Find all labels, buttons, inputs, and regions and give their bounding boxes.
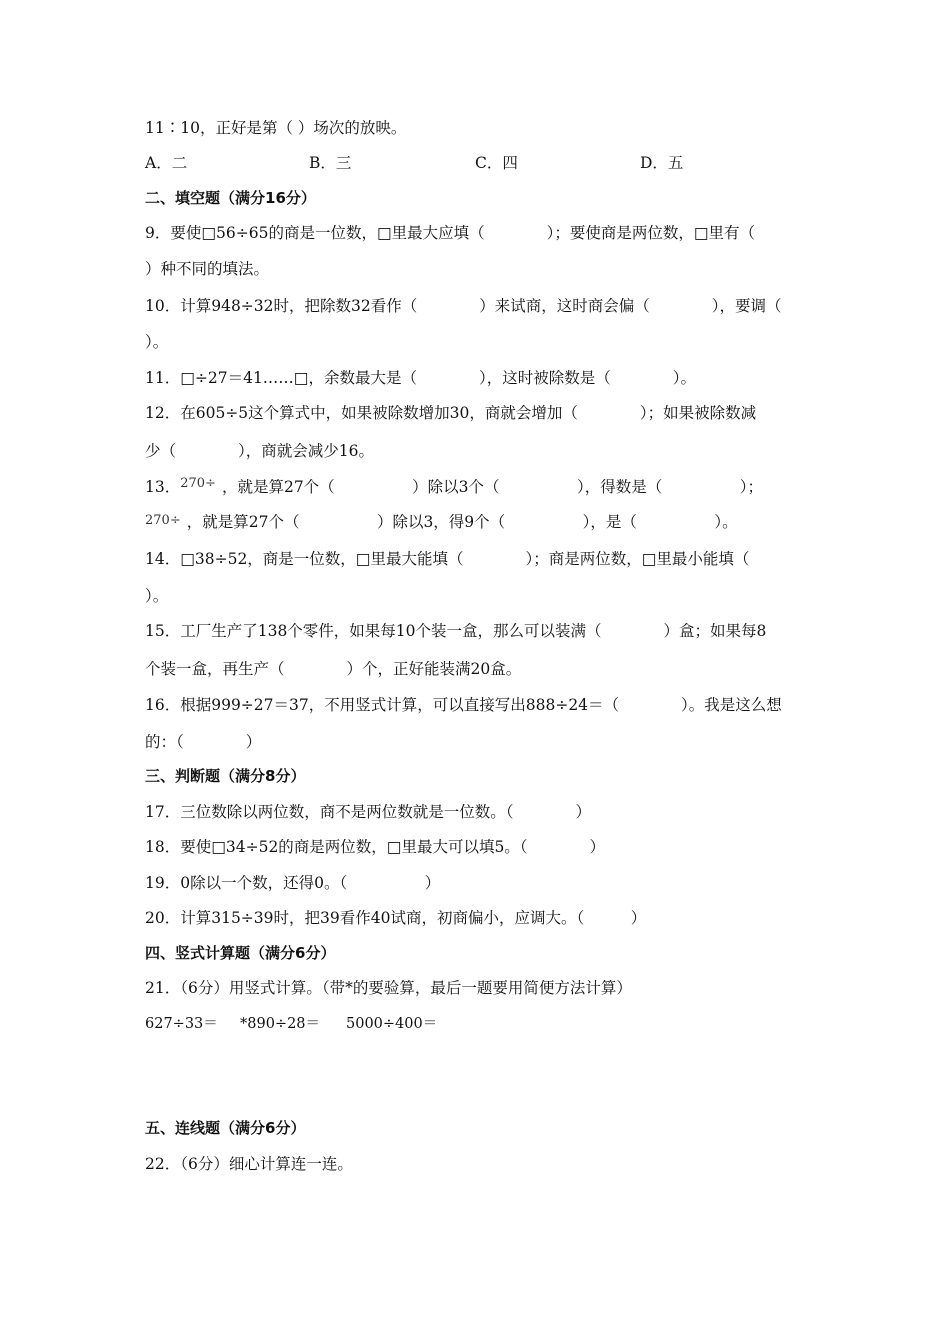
q9-line1: 9．要使□56÷65的商是一位数，□里最大应填（ ）；要使商是两位数，□里有（ [145, 224, 755, 242]
q13-fraction-2: 270÷ [145, 513, 181, 528]
q16-line1: 16．根据999÷27＝37，不用竖式计算，可以直接写出888÷24＝（ ）。我是这么想 [145, 696, 782, 714]
q9-line2: ）种不同的填法。 [145, 260, 270, 278]
q14-line1: 14．□38÷52，商是一位数，□里最大能填（ ）；商是两位数，□里最小能填（ [145, 550, 750, 568]
q18: 18．要使□34÷52的商是两位数，□里最大可以填5。（ ） [145, 838, 606, 856]
q13-line2 [145, 511, 738, 535]
q8-option-a: A．二 [145, 154, 188, 172]
q15-line2: 个装一盒，再生产（ ）个，正好能装满20盒。 [145, 660, 522, 678]
q12-line2: 少（ ），商就会减少16。 [145, 442, 374, 460]
q8-tail: 11∶10，正好是第（ ）场次的放映。 [145, 119, 407, 137]
section-fill-blank-title: 二、填空题（满分16分） [145, 189, 316, 207]
q13-line2-text: ，就是算27个（ ）除以3，得9个（ ），是（ ）。 [186, 513, 738, 531]
q8-option-d: D．五 [640, 154, 684, 172]
q21-expr-2: *890÷28＝ [240, 1016, 321, 1032]
q13-line1-text: ，就是算27个（ ）除以3个（ ），得数是（ ）； [221, 478, 764, 496]
q8-option-b: B．三 [309, 154, 352, 172]
q22: 22．（6分）细心计算连一连。 [145, 1155, 353, 1173]
q19: 19．0除以一个数，还得0。（ ） [145, 874, 441, 892]
section-judgement-title: 三、判断题（满分8分） [145, 767, 306, 785]
q13-number: 13． [145, 478, 181, 496]
q8-option-c: C．四 [475, 154, 518, 172]
q13-line1 [145, 476, 763, 500]
q21-expr-1: 627÷33＝ [145, 1016, 218, 1032]
q21-expr-3: 5000÷400＝ [346, 1016, 438, 1032]
q10-line1: 10．计算948÷32时，把除数32看作（ ）来试商，这时商会偏（ ），要调（ [145, 297, 782, 315]
q16-line2: 的：（ ） [145, 733, 262, 751]
section-vertical-calc-title: 四、竖式计算题（满分6分） [145, 944, 336, 962]
q15-line1: 15．工厂生产了138个零件，如果每10个装一盒，那么可以装满（ ）盒；如果每8 [145, 622, 767, 640]
q14-line2: ）。 [145, 587, 169, 605]
q21-stem: 21．（6分）用竖式计算。（带*的要验算，最后一题要用简便方法计算） [145, 979, 632, 997]
q20: 20．计算315÷39时，把39看作40试商，初商偏小，应调大。（ ） [145, 909, 647, 927]
q10-line2: ）。 [145, 333, 169, 351]
q17: 17．三位数除以两位数，商不是两位数就是一位数。（ ） [145, 803, 591, 821]
q13-fraction-1: 270÷ [180, 476, 216, 491]
section-matching-title: 五、连线题（满分6分） [145, 1119, 306, 1137]
q12-line1: 12．在605÷5这个算式中，如果被除数增加30，商就会增加（ ）；如果被除数减 [145, 404, 757, 422]
q11: 11．□÷27＝41……□，余数最大是（ ），这时被除数是（ ）。 [145, 369, 696, 387]
